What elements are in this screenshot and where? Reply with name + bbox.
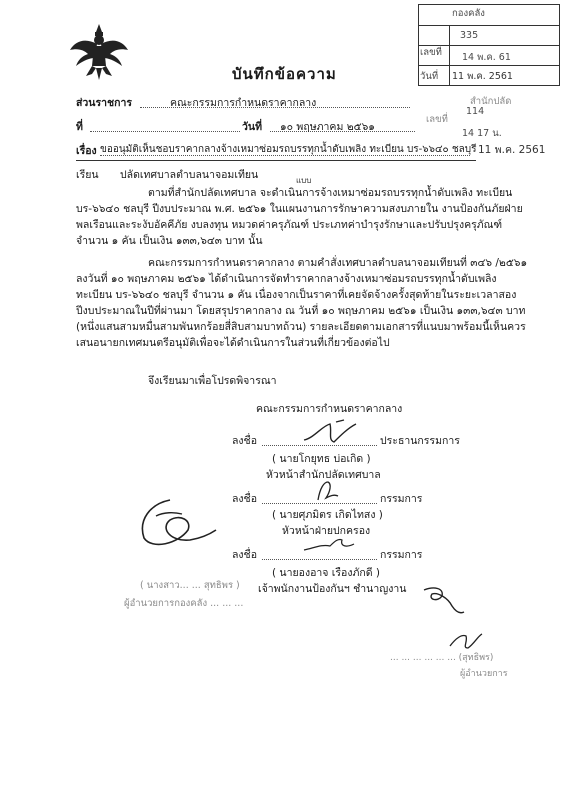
signature-2	[312, 478, 342, 508]
p2-line-5: (หนึ่งแสนสามหมื่นสามพันหกร้อยสี่สิบสามบาทถ้วน) รายละเอียดตามเอกสารที่แนบมาพร้อมนี้เห็นควร	[76, 321, 526, 333]
stamp-date: 14 พ.ค. 61	[462, 52, 511, 63]
sig1-name: ( นายโกยุทธ บ่อเกิด )	[272, 453, 371, 465]
signature-3	[300, 532, 360, 562]
faded-left-line-2: ผู้อำนวยการกองคลัง ... ... ...	[124, 598, 244, 609]
subject-label: เรื่อง	[76, 145, 97, 157]
second-stamp-number: 114	[466, 106, 485, 117]
sig3-title: เจ้าพนักงานป้องกันฯ ชำนาญงาน	[258, 583, 407, 595]
stamp-office: กองคลัง	[452, 8, 485, 19]
signature-1	[300, 418, 370, 452]
subject-value: ขออนุมัติเห็นชอบราคากลางจ้างเหมาซ่อมรถบรรทุกน้ำดับเพลิง ทะเบียน บร-๖๖๔๐ ชลบุรี	[100, 144, 477, 155]
to-label: เรียน	[76, 169, 99, 181]
to-value: ปลัดเทศบาลตำบลนาจอมเทียน	[120, 169, 259, 181]
faded-right-line-1: ... ... ... ... ... ... (สุทธิพร)	[390, 653, 494, 663]
sig2-title: หัวหน้าฝ่ายปกครอง	[282, 525, 371, 537]
paragraph-1	[76, 185, 523, 249]
ref-label: ที่	[76, 121, 83, 133]
sig2-name: ( นายศุภมิตร เกิดไทสง )	[272, 509, 383, 521]
sig3-label: ลงชื่อ	[232, 549, 257, 561]
sig1-role: ประธานกรรมการ	[380, 435, 460, 447]
p1-line-4: จำนวน ๑ คัน เป็นเงิน ๑๓๓,๖๔๓ บาท นั้น	[76, 235, 263, 247]
date-value: ๑๐ พฤษภาคม ๒๕๖๑	[280, 121, 375, 133]
agency-label: ส่วนราชการ	[76, 97, 133, 109]
sig2-label: ลงชื่อ	[232, 493, 257, 505]
second-stamp-date: 14 17 น.	[462, 128, 502, 139]
agency-value: คณะกรรมการกำหนดราคากลาง	[170, 97, 317, 109]
closing: จึงเรียนมาเพื่อโปรดพิจารณา	[148, 375, 277, 387]
date-label: วันที่	[242, 121, 262, 133]
p2-line-3: ทะเบียน บร-๖๖๔๐ ชลบุรี จำนวน ๑ คัน เนื่องจากเป็นราคาที่เคยจัดจ้างครั้งสุดท้ายในระยะเวลาสอง	[76, 289, 517, 301]
stamp-time: 11 พ.ค. 2561	[452, 71, 513, 82]
approval-signature-right-1	[418, 584, 468, 622]
header-rule	[76, 160, 476, 161]
p1-insert-mark: แบบ	[296, 176, 312, 185]
stamp-number: 335	[460, 30, 479, 41]
sig2-role: กรรมการ	[380, 493, 423, 505]
faded-left-line-1: ( นางสาว... ... สุทธิพร )	[140, 580, 240, 591]
memo-title: บันทึกข้อความ	[232, 65, 337, 83]
handwritten-date: 11 พ.ค. 2561	[478, 144, 546, 156]
second-stamp-number-label: เลขที่	[426, 114, 448, 125]
sig3-role: กรรมการ	[380, 549, 423, 561]
stamp-time-label: วันที่	[420, 71, 439, 82]
p1-line-1: ตามที่สำนักปลัดเทศบาล จะดำเนินการจ้างเหมาซ่อมรถบรรทุกน้ำดับเพลิง ทะเบียน	[148, 187, 513, 199]
p2-line-4: ปีงบประมาณในปีที่ผ่านมา โดยสรุปราคากลาง ณ วันที่ ๑๐ พฤษภาคม ๒๕๖๑ เป็นเงิน ๑๓๓,๖๔๓ บาท	[76, 305, 526, 317]
sig1-label: ลงชื่อ	[232, 435, 257, 447]
p2-line-2: ลงวันที่ ๑๐ พฤษภาคม ๒๕๖๑ ได้ดำเนินการจัดทำราคากลางจ้างเหมาซ่อมรถบรรทุกน้ำดับเพลิง	[76, 273, 497, 285]
p2-line-1: คณะกรรมการกำหนดราคากลาง ตามคำสั่งเทศบาลตำบลนาจอมเทียนที่ ๓๔๖ /๒๕๖๑	[148, 257, 528, 269]
stamp-number-label: เลขที่	[420, 47, 442, 58]
committee-name: คณะกรรมการกำหนดราคากลาง	[256, 403, 403, 415]
faded-right-line-2: ผู้อำนวยการ	[460, 669, 508, 679]
paragraph-2	[76, 255, 527, 351]
approval-signature-left	[130, 494, 220, 558]
second-stamp-office: สำนักปลัด	[470, 96, 512, 107]
p2-line-6: เสนอนายกเทศมนตรีอนุมัติเพื่อจะได้ดำเนินการในส่วนที่เกี่ยวข้องต่อไป	[76, 337, 390, 349]
garuda-emblem	[68, 22, 130, 82]
sig1-title: หัวหน้าสำนักปลัดเทศบาล	[266, 469, 381, 481]
p1-line-3: พลเรือนและระงับอัคคีภัย งบลงทุน หมวดค่าครุภัณฑ์ ประเภทค่าบำรุงรักษาและปรับปรุงครุภัณฑ์	[76, 219, 503, 231]
p1-line-2: บร-๖๖๔๐ ชลบุรี ปีงบประมาณ พ.ศ. ๒๕๖๑ ในแผนงานการรักษาความสงบภายใน งานป้องกันภัยฝ่าย	[76, 203, 523, 215]
sig3-name: ( นายองอาจ เรืองภักดี )	[272, 567, 380, 579]
